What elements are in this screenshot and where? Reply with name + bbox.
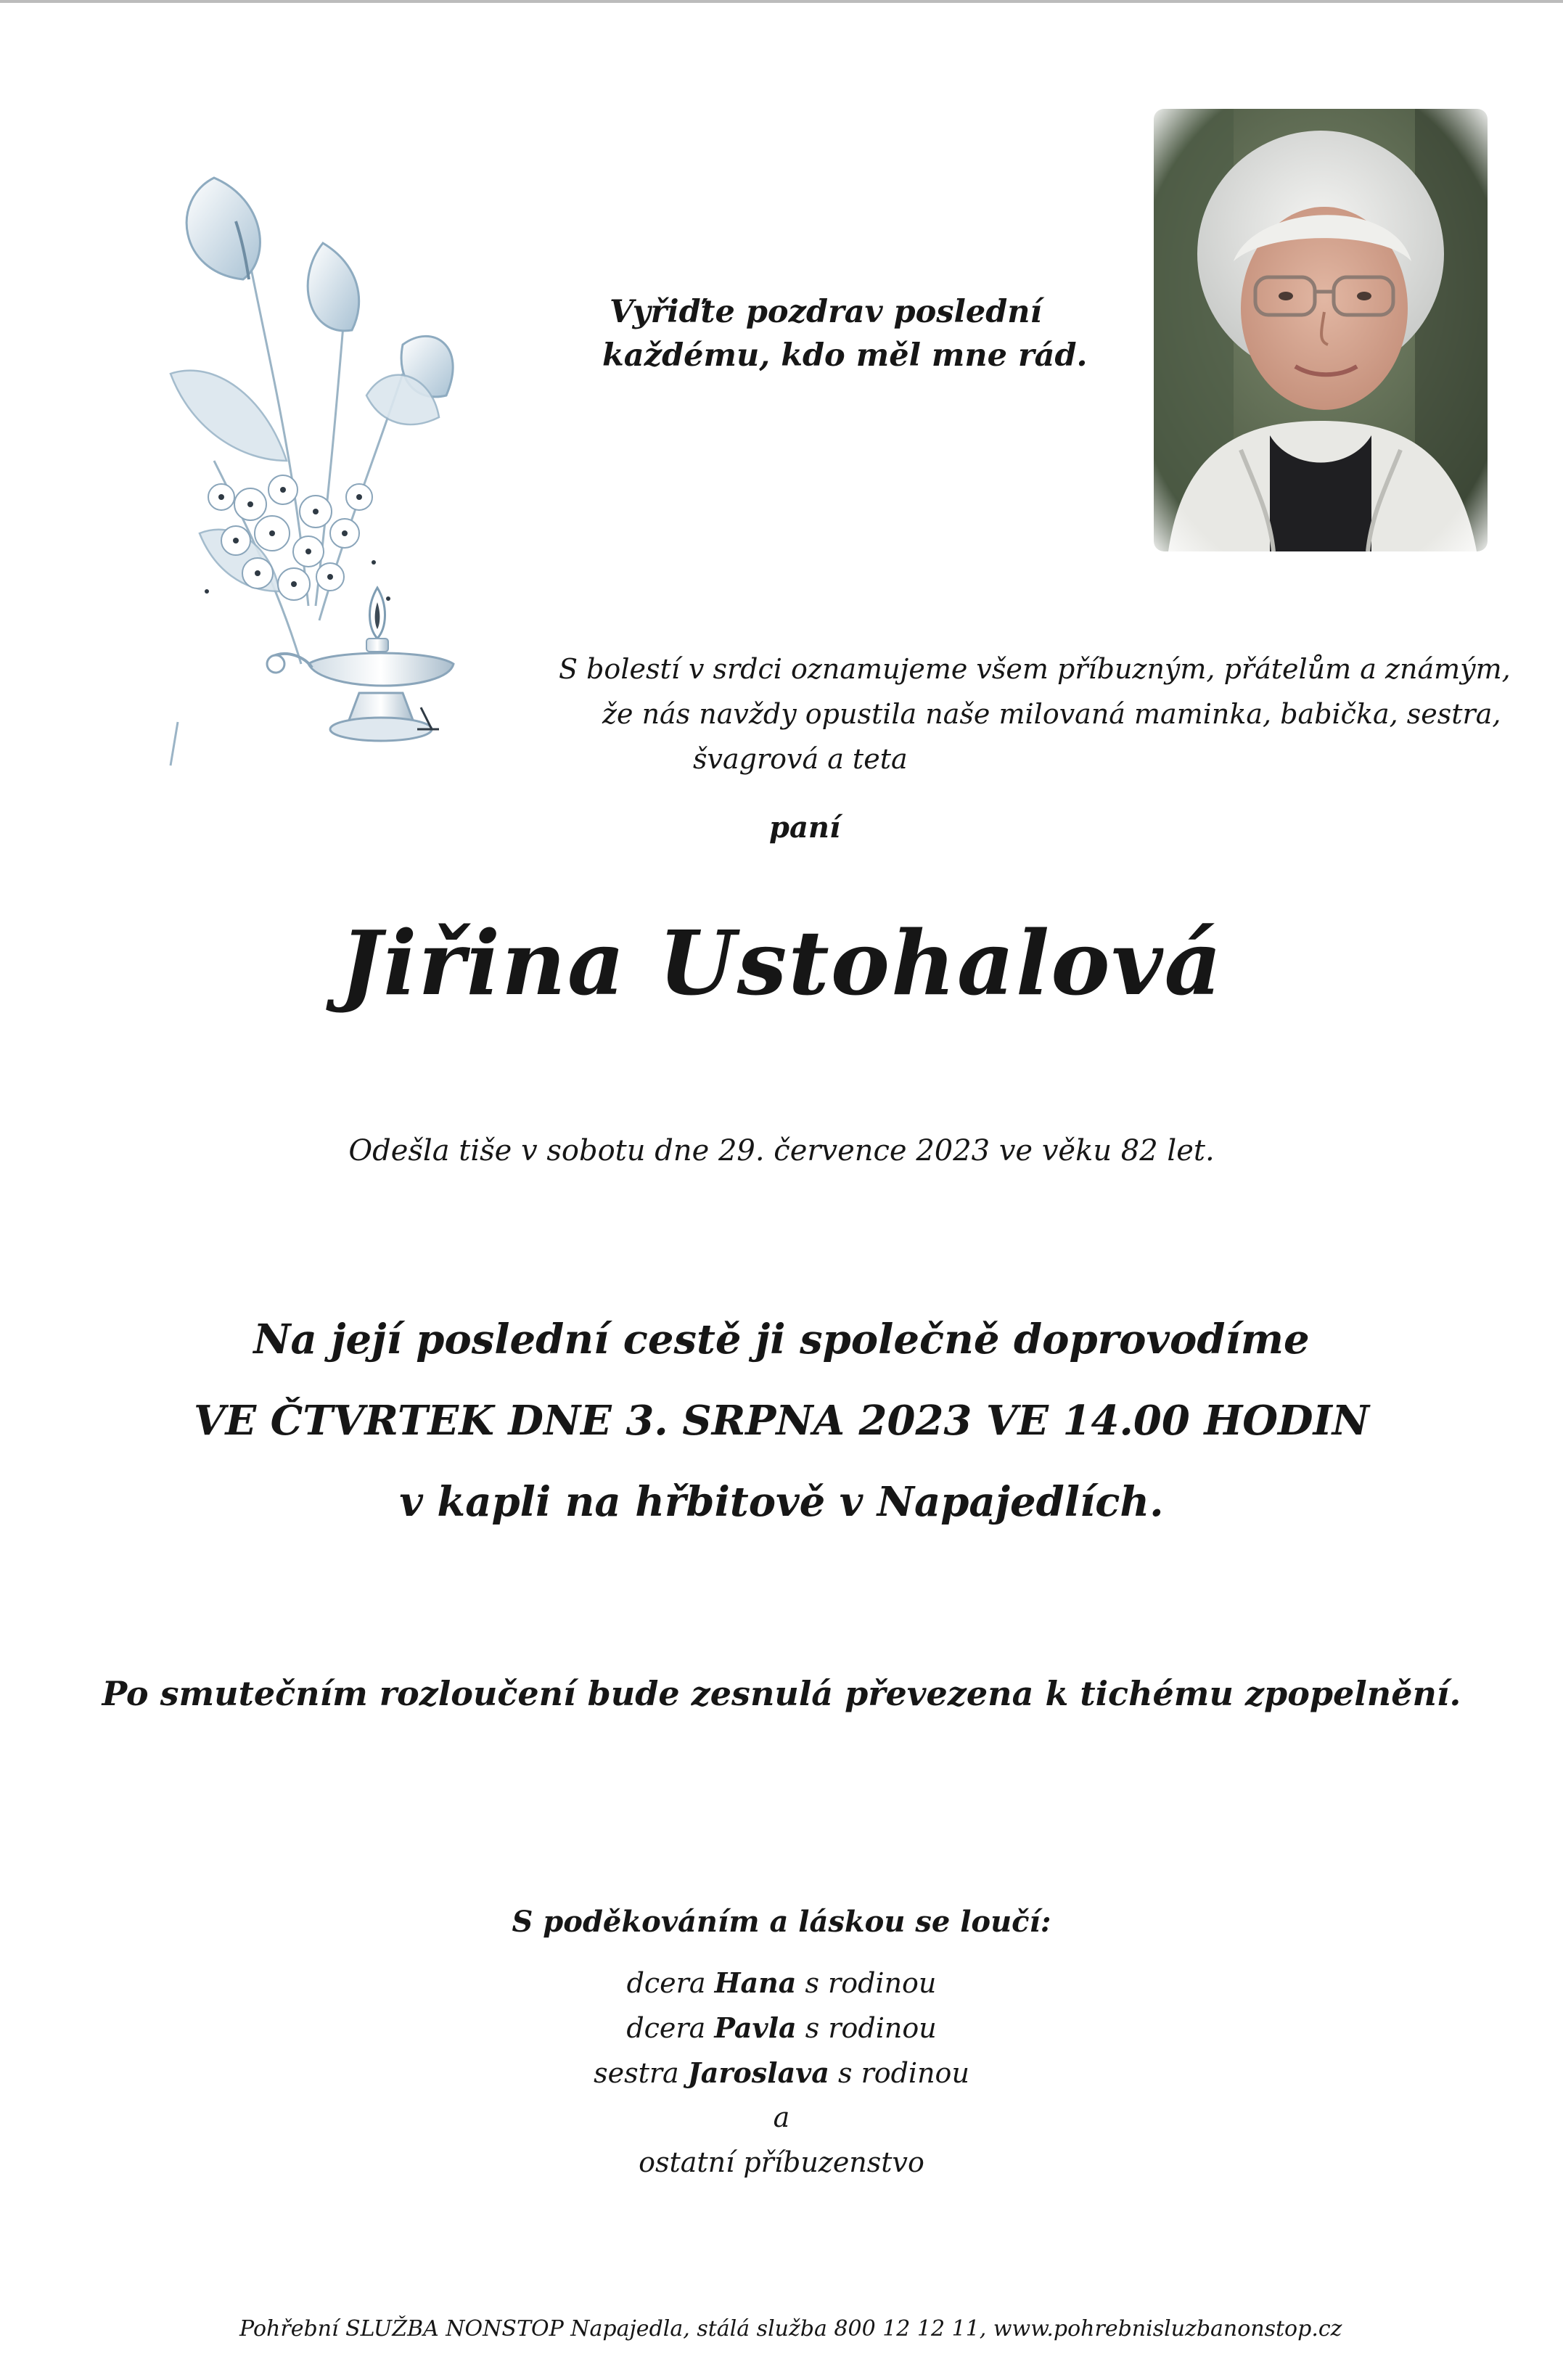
announcement-line-2: že nás navždy opustila naše milovaná maminka, babička, sestra, [602,698,1501,730]
quote-line-1: Vyřiďte pozdrav poslední [610,294,1042,330]
mourner-suffix: s rodinou [805,1967,937,1999]
top-border-line [0,0,1563,3]
announcement-line-3: švagrová a teta [693,743,908,775]
portrait-photo [1154,109,1488,551]
farewell-others: ostatní příbuzenstvo [639,2146,924,2178]
title-prefix: paní [769,811,841,845]
announcement-line-1: S bolestí v srdci oznamujeme všem příbuzným, přátelům a známým, [559,653,1511,685]
footer-contact: Pohřební SLUŽBA NONSTOP Napajedla, stálá služba 800 12 12 11, www.pohrebnisluzbanonstop.cz [239,2316,1342,2342]
mourner-suffix: s rodinou [805,2012,937,2044]
farewell-heading: S poděkováním a láskou se loučí: [512,1905,1051,1939]
mourner-line [0,1966,1563,1999]
mourner-name: Jaroslava [687,2056,829,2089]
cremation-note: Po smutečním rozloučení bude zesnulá převezena k tichému zpopelnění. [102,1674,1461,1713]
deceased-name: Jiřina Ustohalová [340,911,1223,1015]
ceremony-line-2: VE ČTVRTEK DNE 3. SRPNA 2023 VE 14.00 HODIN [194,1397,1369,1445]
portrait-icon [1154,109,1488,551]
mourner-relation: sestra [594,2057,679,2089]
farewell-conjunction: a [773,2101,790,2133]
mourner-name: Pavla [714,2011,797,2044]
mourner-name: Hana [714,1966,797,1999]
mourner-relation: dcera [626,1967,706,1999]
mourner-line [0,2056,1563,2089]
calla-lily-lamp-icon [127,156,504,780]
mourner-suffix: s rodinou [837,2057,969,2089]
death-notice: Odešla tiše v sobotu dne 29. července 2023 ve věku 82 let. [348,1134,1215,1168]
mourner-relation: dcera [626,2012,706,2044]
ceremony-line-3: v kapli na hřbitově v Napajedlích. [399,1478,1164,1526]
quote-line-2: každému, kdo měl mne rád. [602,337,1088,374]
ceremony-line-1: Na její poslední cestě ji společně doprovodíme [253,1316,1310,1363]
mourner-line [0,2011,1563,2044]
